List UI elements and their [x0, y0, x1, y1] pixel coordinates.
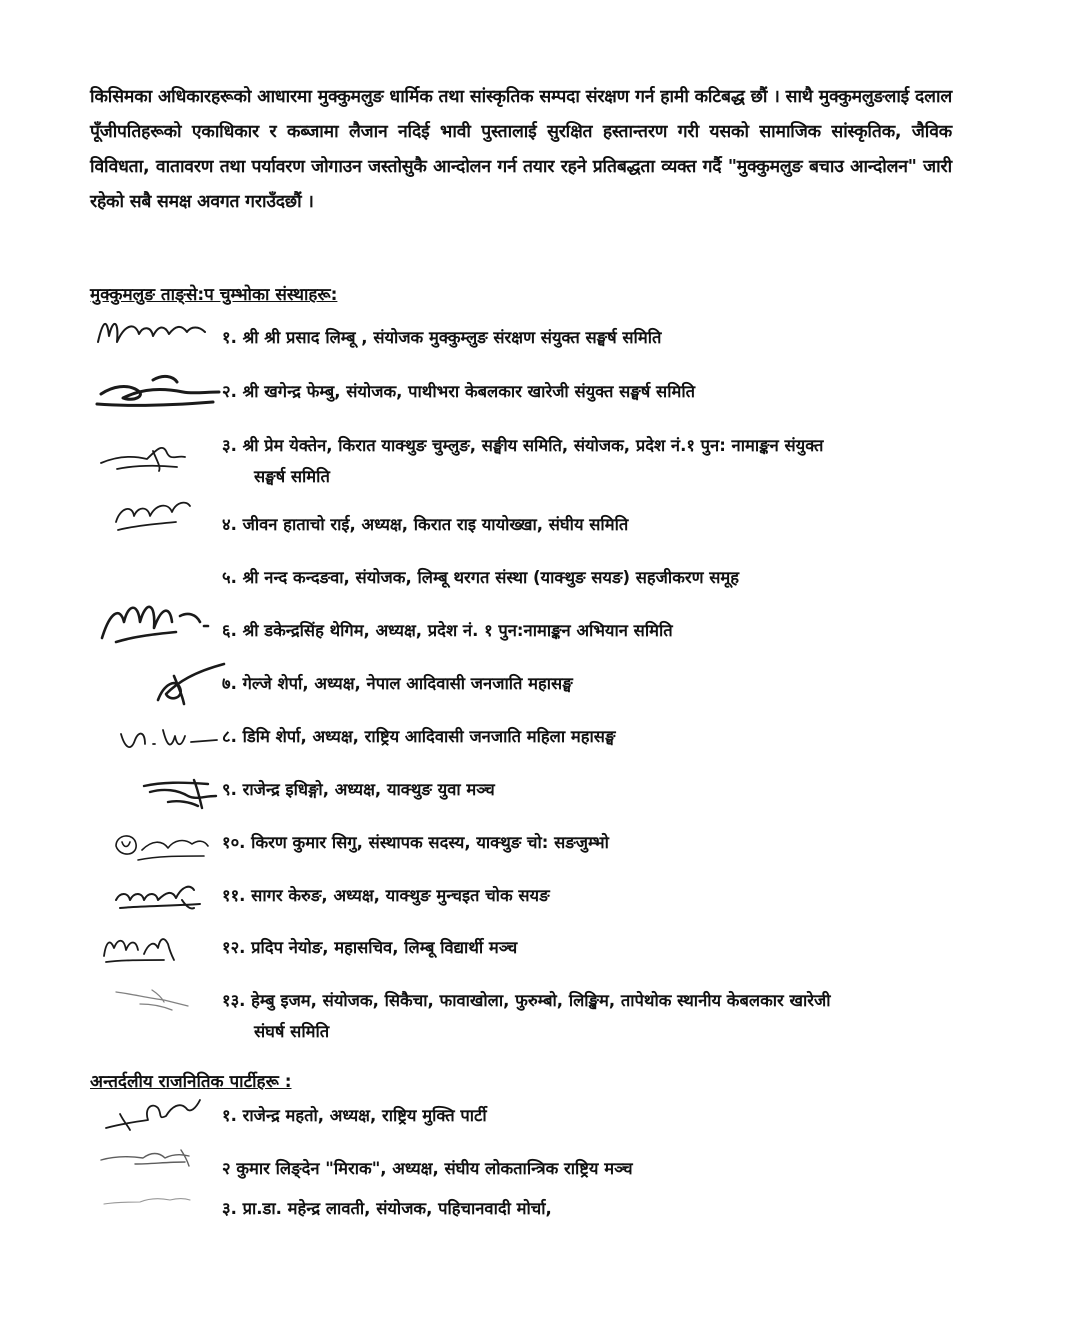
organization-item: [222, 322, 957, 353]
signature-11: [110, 878, 210, 912]
organization-item-continuation: सङ्घर्ष समिति: [254, 467, 330, 486]
organization-item-text: ४. जीवन हाताचो राई, अध्यक्ष, किरात राइ यायोख्खा, संघीय समिति: [222, 515, 629, 534]
organization-item-text: १. श्री श्री प्रसाद लिम्बू , संयोजक मुक्कुम्लुङ संरक्षण संयुक्त सङ्घर्ष समिति: [222, 328, 662, 347]
signature-1: [95, 312, 210, 352]
organization-item: [222, 985, 957, 1047]
organization-item: [222, 376, 957, 407]
party-item-text: १. राजेन्द्र महतो, अध्यक्ष, राष्ट्रिय मुक्ति पार्टी: [222, 1106, 487, 1125]
organization-item-text: २. श्री खगेन्द्र फेम्बु, संयोजक, पाथीभरा केबलकार खारेजी संयुक्त सङ्घर्ष समिति: [222, 382, 696, 401]
organization-item: [222, 721, 957, 752]
signature-party-1: [100, 1094, 210, 1136]
party-item-text: २ कुमार लिङ्देन "मिराक", अध्यक्ष, संघीय लोकतान्त्रिक राष्ट्रिय मञ्च: [222, 1159, 633, 1178]
signature-9: [138, 772, 223, 812]
signature-party-2: [95, 1142, 205, 1172]
signature-13: [112, 984, 192, 1014]
organization-item-text: ९. राजेन्द्र इधिङ्गो, अध्यक्ष, याक्थुङ युवा मञ्च: [222, 780, 495, 799]
organization-item: [222, 430, 957, 492]
organization-item-text: ५. श्री नन्द कन्दङवा, संयोजक, लिम्बू थरगत संस्था (याक्थुङ सयङ) सहजीकरण समूह: [222, 568, 740, 587]
organization-item-text: ३. श्री प्रेम येक्तेन, किरात याक्थुङ चुम्लुङ, सङ्घीय समिति, संयोजक, प्रदेश नं.१ पुन: नामाङ्कन संयुक्त: [222, 436, 824, 455]
organization-item: [222, 509, 957, 540]
signature-7: [148, 660, 228, 710]
organization-item-text: १०. किरण कुमार सिगु, संस्थापक सदस्य, याक्थुङ चो: सङजुम्भो: [222, 833, 609, 852]
organization-item: [222, 827, 957, 858]
organization-item: [222, 774, 957, 805]
organization-item-text: १३. हेम्बु इजम, संयोजक, सिकैचा, फावाखोला, फुरुम्बो, लिङ्खिम, तापेथोक स्थानीय केबलकार खारेजी: [222, 991, 831, 1010]
parties-heading: अन्तर्दलीय राजनितिक पार्टीहरू :: [90, 1072, 292, 1092]
signature-12: [98, 926, 178, 968]
intro-paragraph: किसिमका अधिकारहरूको आधारमा मुक्कुमलुङ धार्मिक तथा सांस्कृतिक सम्पदा संरक्षण गर्न हामी कटिबद्ध छौं । साथै मुक्कुमलुङलाई दलाल पूँजीपतिहरूको एकाधिकार र कब्जामा लैजान नदिई भावी पुस्तालाई सुरक्षित हस्तान्तरण गरी यसको सामाजिक सांस्कृतिक, जैविक विविधता, वातावरण तथा पर्यावरण जोगाउन जस्तोसुकै आन्दोलन गर्न तयार रहने प्रतिबद्धता व्यक्त गर्दै "मुक्कुमलुङ बचाउ आन्दोलन" जारी रहेको सबै समक्ष अवगत गराउँदछौं ।: [90, 87, 952, 212]
organization-item-text: १२. प्रदिप नेयोङ, महासचिव, लिम्बू विद्यार्थी मञ्च: [222, 938, 518, 957]
organization-item: [222, 668, 957, 699]
signature-4: [110, 492, 195, 536]
party-item: [222, 1100, 957, 1131]
signature-party-3: [100, 1190, 195, 1212]
signature-2: [93, 368, 223, 410]
organization-item-text: ७. गेल्जे शेर्पा, अध्यक्ष, नेपाल आदिवासी जनजाति महासङ्घ: [222, 674, 573, 693]
party-item-text: ३. प्रा.डा. महेन्द्र लावती, संयोजक, पहिचानवादी मोर्चा,: [222, 1199, 552, 1218]
organizations-heading: मुक्कुमलुङ ताङ्से:प चुम्भोका संस्थाहरू:: [90, 285, 338, 305]
organization-item: [222, 615, 957, 646]
signature-3: [97, 435, 192, 475]
party-item: [222, 1153, 957, 1184]
signature-8: [115, 722, 220, 758]
organization-item-continuation: संघर्ष समिति: [254, 1022, 330, 1041]
organization-item: [222, 562, 957, 593]
organization-item-text: ११. सागर केरुङ, अध्यक्ष, याक्थुङ मुन्चइत चोक सयङ: [222, 886, 550, 905]
organization-item-text: ८. डिमि शेर्पा, अध्यक्ष, राष्ट्रिय आदिवासी जनजाति महिला महासङ्घ: [222, 727, 616, 746]
signature-10: [108, 826, 213, 870]
organization-item: [222, 932, 957, 963]
party-item: [222, 1193, 957, 1224]
organization-item: [222, 880, 957, 911]
organization-item-text: ६. श्री डकेन्द्रसिंह थेगिम, अध्यक्ष, प्रदेश नं. १ पुन:नामाङ्कन अभियान समिति: [222, 621, 673, 640]
signature-6: [96, 592, 216, 648]
